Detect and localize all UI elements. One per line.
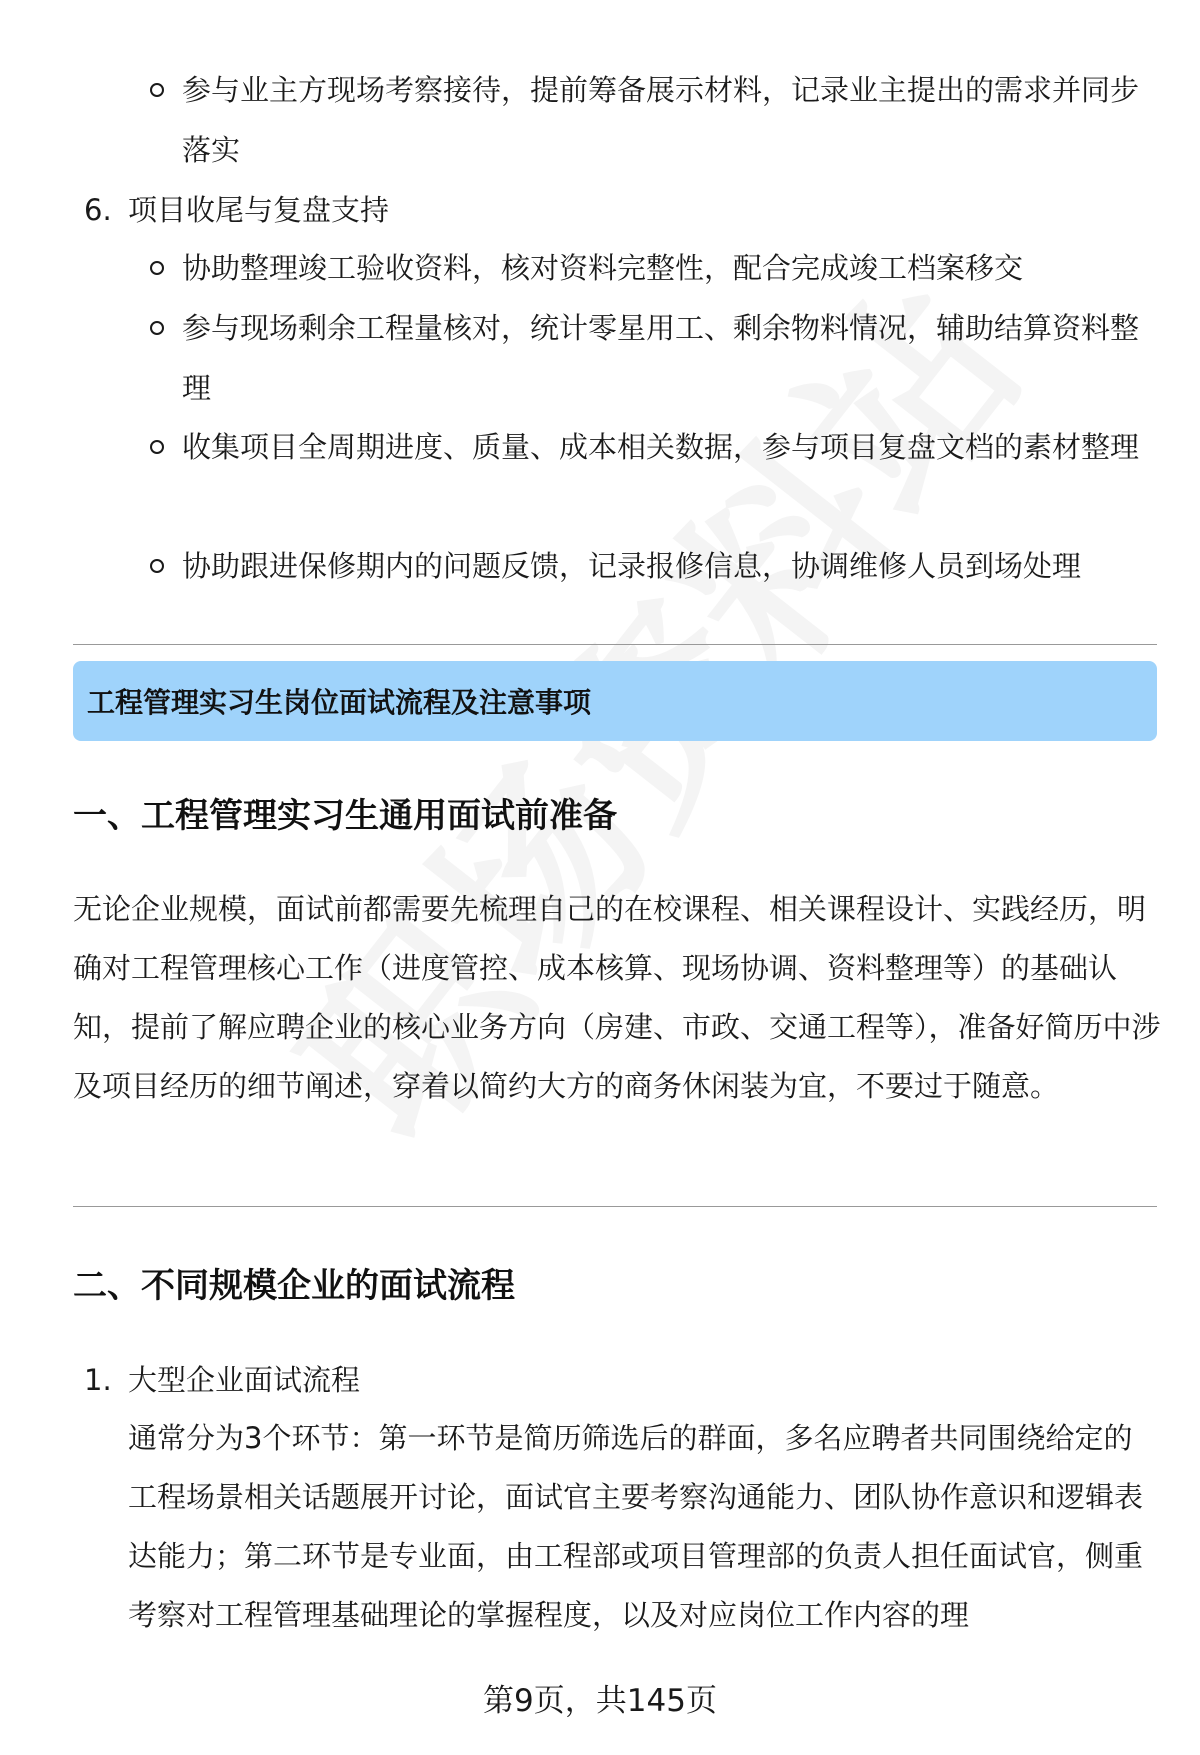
- list-item-text: 参与业主方现场考察接待，提前筹备展示材料，记录业主提出的需求并同步落实: [182, 73, 1140, 167]
- list-item-text: 收集项目全周期进度、质量、成本相关数据，参与项目复盘文档的素材整理: [182, 430, 1140, 464]
- section-heading: 二、不同规模企业的面试流程: [73, 1266, 515, 1306]
- list-item: [150, 536, 1140, 596]
- list-item-text: 协助整理竣工验收资料，核对资料完整性，配合完成竣工档案移交: [182, 251, 1024, 285]
- banner-title: 工程管理实习生岗位面试流程及注意事项: [87, 686, 592, 719]
- hollow-bullet-icon: [150, 321, 164, 335]
- hollow-bullet-icon: [150, 440, 164, 454]
- list-item: [150, 238, 1140, 298]
- divider: [73, 644, 1157, 645]
- hollow-bullet-icon: [150, 83, 164, 97]
- list-item-text: 参与现场剩余工程量核对，统计零星用工、剩余物料情况，辅助结算资料整理: [182, 311, 1140, 405]
- item-number: 6.: [84, 193, 112, 227]
- paragraph: 无论企业规模，面试前都需要先梳理自己的在校课程、相关课程设计、实践经历，明确对工程管理核心工作（进度管控、成本核算、现场协调、资料整理等）的基础认知，提前了解应聘企业的核心业务方向（房建、市政、交通工程等），准备好简历中涉及项目经历的细节阐述，穿着以简约大方的商务休闲装为宜，不要过于随意。: [73, 892, 1161, 1103]
- list-item: [150, 298, 1140, 418]
- item-title: 大型企业面试流程: [128, 1363, 361, 1397]
- list-item: [150, 417, 1140, 537]
- hollow-bullet-icon: [150, 559, 164, 573]
- item-number: 1.: [84, 1363, 112, 1397]
- list-item: [150, 60, 1140, 180]
- section-banner: [73, 661, 1157, 741]
- hollow-bullet-icon: [150, 261, 164, 275]
- divider: [73, 1206, 1157, 1207]
- paragraph: 通常分为3个环节：第一环节是简历筛选后的群面，多名应聘者共同围绕给定的工程场景相关话题展开讨论，面试官主要考察沟通能力、团队协作意识和逻辑表达能力；第二环节是专业面，由工程部或项目管理部的负责人担任面试官，侧重考察对工程管理基础理论的掌握程度，以及对应岗位工作内容的理: [128, 1421, 1144, 1632]
- section-heading: 一、工程管理实习生通用面试前准备: [73, 796, 617, 836]
- item-title: 项目收尾与复盘支持: [128, 193, 390, 227]
- list-item-text: 协助跟进保修期内的问题反馈，记录报修信息，协调维修人员到场处理: [182, 549, 1082, 583]
- page-number: 第9页，共145页: [483, 1683, 717, 1719]
